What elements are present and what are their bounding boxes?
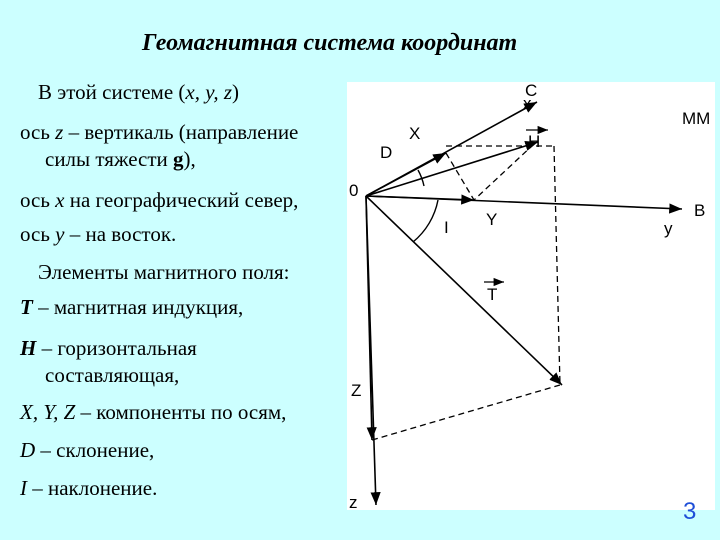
label-origin: 0 bbox=[349, 181, 359, 200]
z-rest: – вертикаль (направление bbox=[63, 120, 299, 144]
label-D: D bbox=[380, 143, 393, 162]
z-prefix: ось bbox=[20, 120, 56, 144]
z2-prefix: силы тяжести bbox=[45, 147, 174, 171]
Z-component bbox=[366, 196, 372, 440]
label-H: H bbox=[528, 132, 541, 151]
D-definition bbox=[20, 438, 154, 462]
x-rest: на географический север, bbox=[64, 188, 299, 212]
z-axis-line2 bbox=[45, 147, 196, 171]
geomagnetic-diagram bbox=[347, 82, 715, 510]
inclination-arc bbox=[413, 200, 438, 242]
I-definition bbox=[20, 476, 157, 500]
slide-title: Геомагнитная система координат bbox=[142, 30, 518, 56]
label-T: T bbox=[487, 285, 498, 304]
I-symbol: I bbox=[20, 476, 27, 500]
label-C: C bbox=[525, 82, 538, 100]
label-B: B bbox=[694, 201, 706, 220]
z2-suffix: ), bbox=[183, 147, 196, 171]
H-definition-line1 bbox=[20, 336, 197, 360]
intro-vars: x, y, z bbox=[185, 80, 233, 104]
XYZ-symbols: X, Y, Z bbox=[20, 400, 76, 424]
x-var: x bbox=[55, 188, 65, 212]
D-symbol: D bbox=[20, 438, 36, 462]
label-MM: MM bbox=[682, 109, 711, 128]
label-Z: Z bbox=[351, 381, 362, 400]
g-symbol: g bbox=[173, 147, 184, 171]
T-symbol: T bbox=[20, 295, 33, 319]
I-rest: – наклонение. bbox=[27, 476, 158, 500]
label-I: I bbox=[444, 218, 449, 237]
intro-line bbox=[38, 80, 239, 104]
y-var: y bbox=[55, 222, 65, 246]
elements-heading: Элементы магнитного поля: bbox=[38, 260, 290, 284]
T-vector bbox=[366, 196, 562, 385]
Y-component bbox=[366, 196, 474, 200]
label-z: z bbox=[349, 493, 358, 510]
XYZ-rest: – компоненты по осям, bbox=[75, 400, 287, 424]
H-rest: – горизонтальная bbox=[36, 336, 197, 360]
z-axis-line1 bbox=[20, 120, 298, 144]
XYZ-definition bbox=[20, 400, 286, 424]
D-rest: – склонение, bbox=[35, 438, 155, 462]
label-Y: Y bbox=[486, 210, 498, 229]
z-var: z bbox=[55, 120, 64, 144]
x-prefix: ось bbox=[20, 188, 56, 212]
y-axis-line bbox=[20, 222, 176, 246]
label-x: x bbox=[523, 94, 532, 113]
y-prefix: ось bbox=[20, 222, 56, 246]
intro-suffix: ) bbox=[232, 80, 240, 104]
label-X: X bbox=[409, 124, 421, 143]
slide-number: 3 bbox=[683, 498, 697, 525]
diagram-panel bbox=[347, 82, 715, 510]
T-definition bbox=[20, 295, 243, 319]
label-y: y bbox=[664, 219, 673, 238]
y-rest: – на восток. bbox=[64, 222, 177, 246]
H-definition-line2: составляющая, bbox=[45, 363, 180, 387]
intro-prefix: В этой системе ( bbox=[38, 80, 186, 104]
H-symbol: H bbox=[20, 336, 37, 360]
x-axis-line bbox=[20, 188, 298, 212]
T-rest: – магнитная индукция, bbox=[32, 295, 244, 319]
